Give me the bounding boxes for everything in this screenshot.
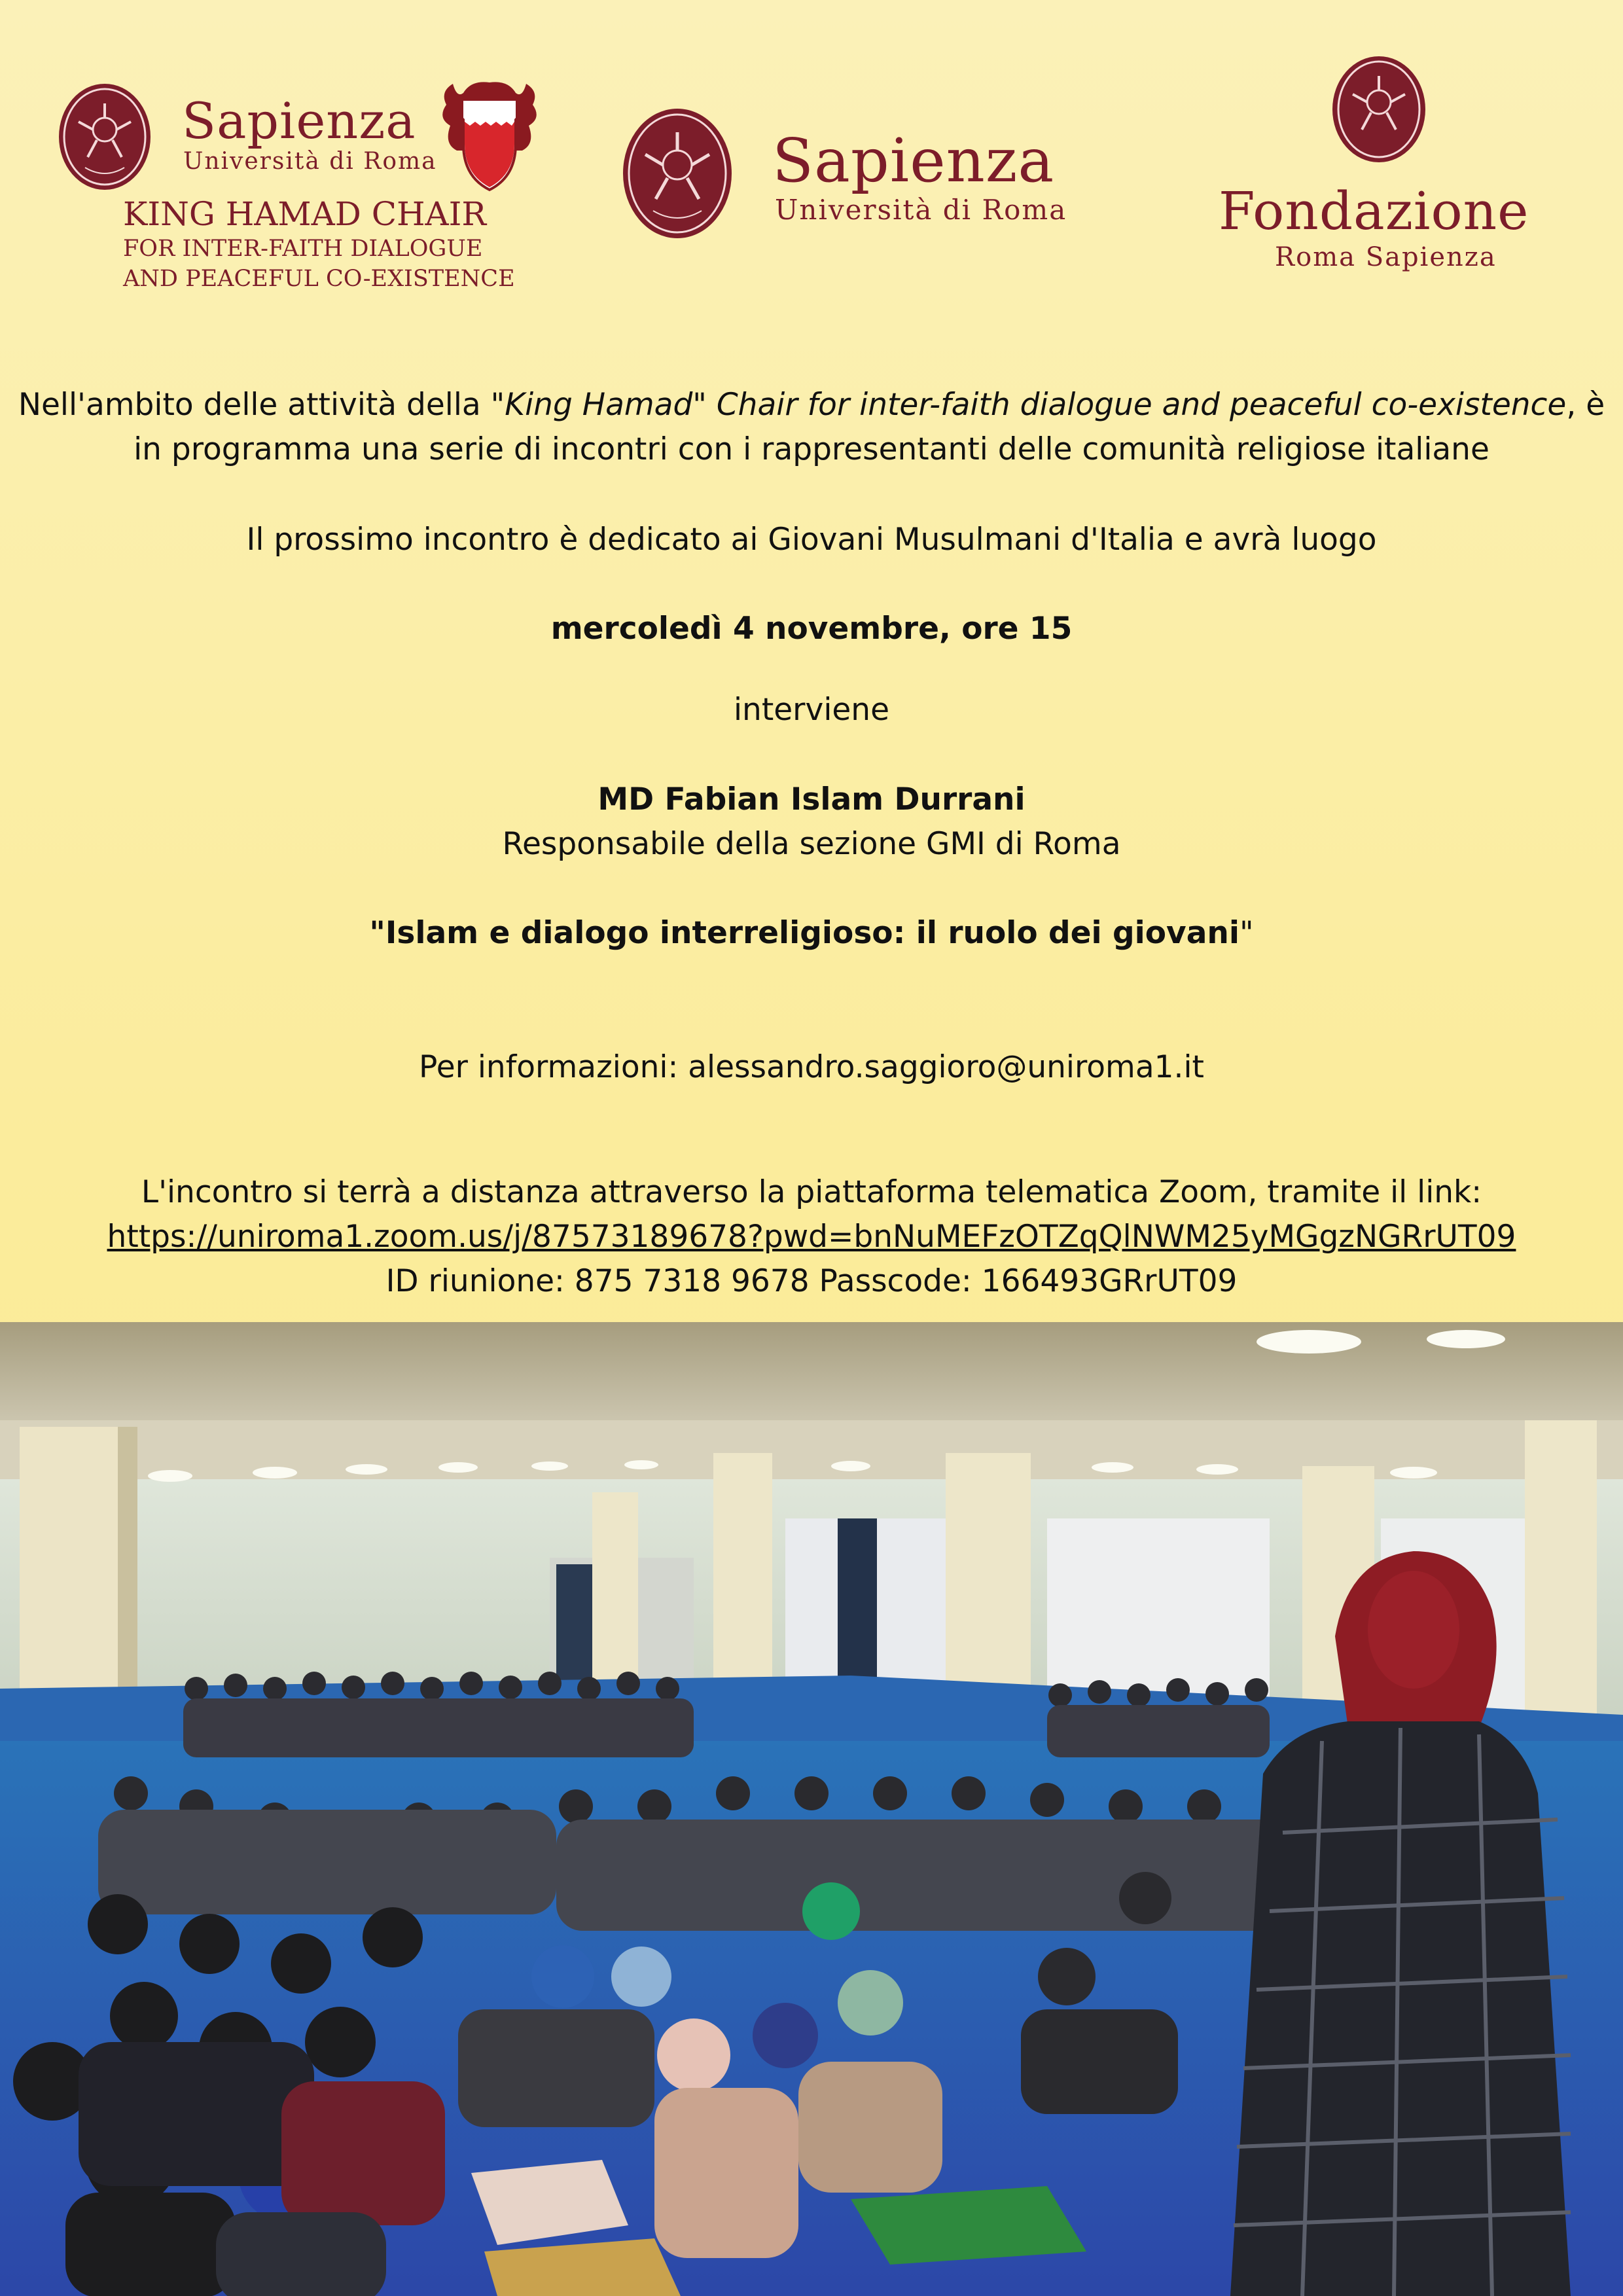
event-datetime: mercoledì 4 novembre, ore 15	[550, 611, 1073, 647]
speaker-intro: interviene	[733, 692, 889, 728]
sapienza-subtitle: Università di Roma	[775, 194, 1067, 226]
chair-subtitle-line2: AND PEACEFUL CO-EXISTENCE	[123, 266, 515, 292]
sapienza-subtitle: Università di Roma	[183, 148, 437, 175]
audience-photo	[0, 1322, 1623, 2296]
chair-title: KING HAMAD CHAIR	[123, 195, 487, 233]
audience-photo-illustration	[0, 1322, 1623, 2296]
intro-paragraph	[0, 383, 1623, 472]
bahrain-crest-icon	[437, 79, 542, 193]
intro-suffix: , è	[1566, 387, 1605, 423]
fondazione-wordmark: Fondazione	[1219, 181, 1529, 242]
meeting-id: ID riunione: 875 7318 9678 Passcode: 166493GRrUT09	[385, 1263, 1238, 1299]
zoom-intro: L'incontro si terrà a distanza attraverso la piattaforma telematica Zoom, tramite il link:	[141, 1174, 1482, 1210]
speaker-name: MD Fabian Islam Durrani	[597, 781, 1026, 817]
chair-subtitle-line1: FOR INTER-FAITH DIALOGUE	[123, 236, 483, 262]
talk-title	[0, 911, 1623, 956]
intro-prefix: Nell'ambito delle attività della	[18, 387, 491, 423]
next-meeting-text: Il prossimo incontro è dedicato ai Giovani Musulmani d'Italia e avrà luogo	[246, 522, 1377, 558]
talk-title-closing-quote: "	[1239, 915, 1254, 951]
zoom-link[interactable]: https://uniroma1.zoom.us/j/87573189678?pwd=bnNuMEFzOTZqQlNWM25yMGgzNGRrUT09	[107, 1219, 1516, 1255]
logo-header	[0, 0, 1623, 308]
sapienza-wordmark: Sapienza	[772, 126, 1055, 196]
fondazione-subtitle: Roma Sapienza	[1275, 242, 1497, 272]
speaker-role: Responsabile della sezione GMI di Roma	[502, 826, 1121, 862]
sapienza-seal-icon	[623, 109, 732, 238]
intro-line2: in programma una serie di incontri con i rappresentanti delle comunità religiose italiane	[134, 431, 1489, 467]
contact-info: Per informazioni: alessandro.saggioro@uniroma1.it	[419, 1049, 1204, 1085]
fondazione-seal-icon	[1332, 56, 1425, 162]
talk-title-text: "Islam e dialogo interreligioso: il ruolo dei giovani	[369, 915, 1240, 951]
chair-name: "King Hamad" Chair for inter-faith dialogue and peaceful co-existence	[490, 387, 1567, 423]
sapienza-wordmark: Sapienza	[182, 92, 416, 150]
sapienza-seal-icon	[59, 84, 151, 190]
